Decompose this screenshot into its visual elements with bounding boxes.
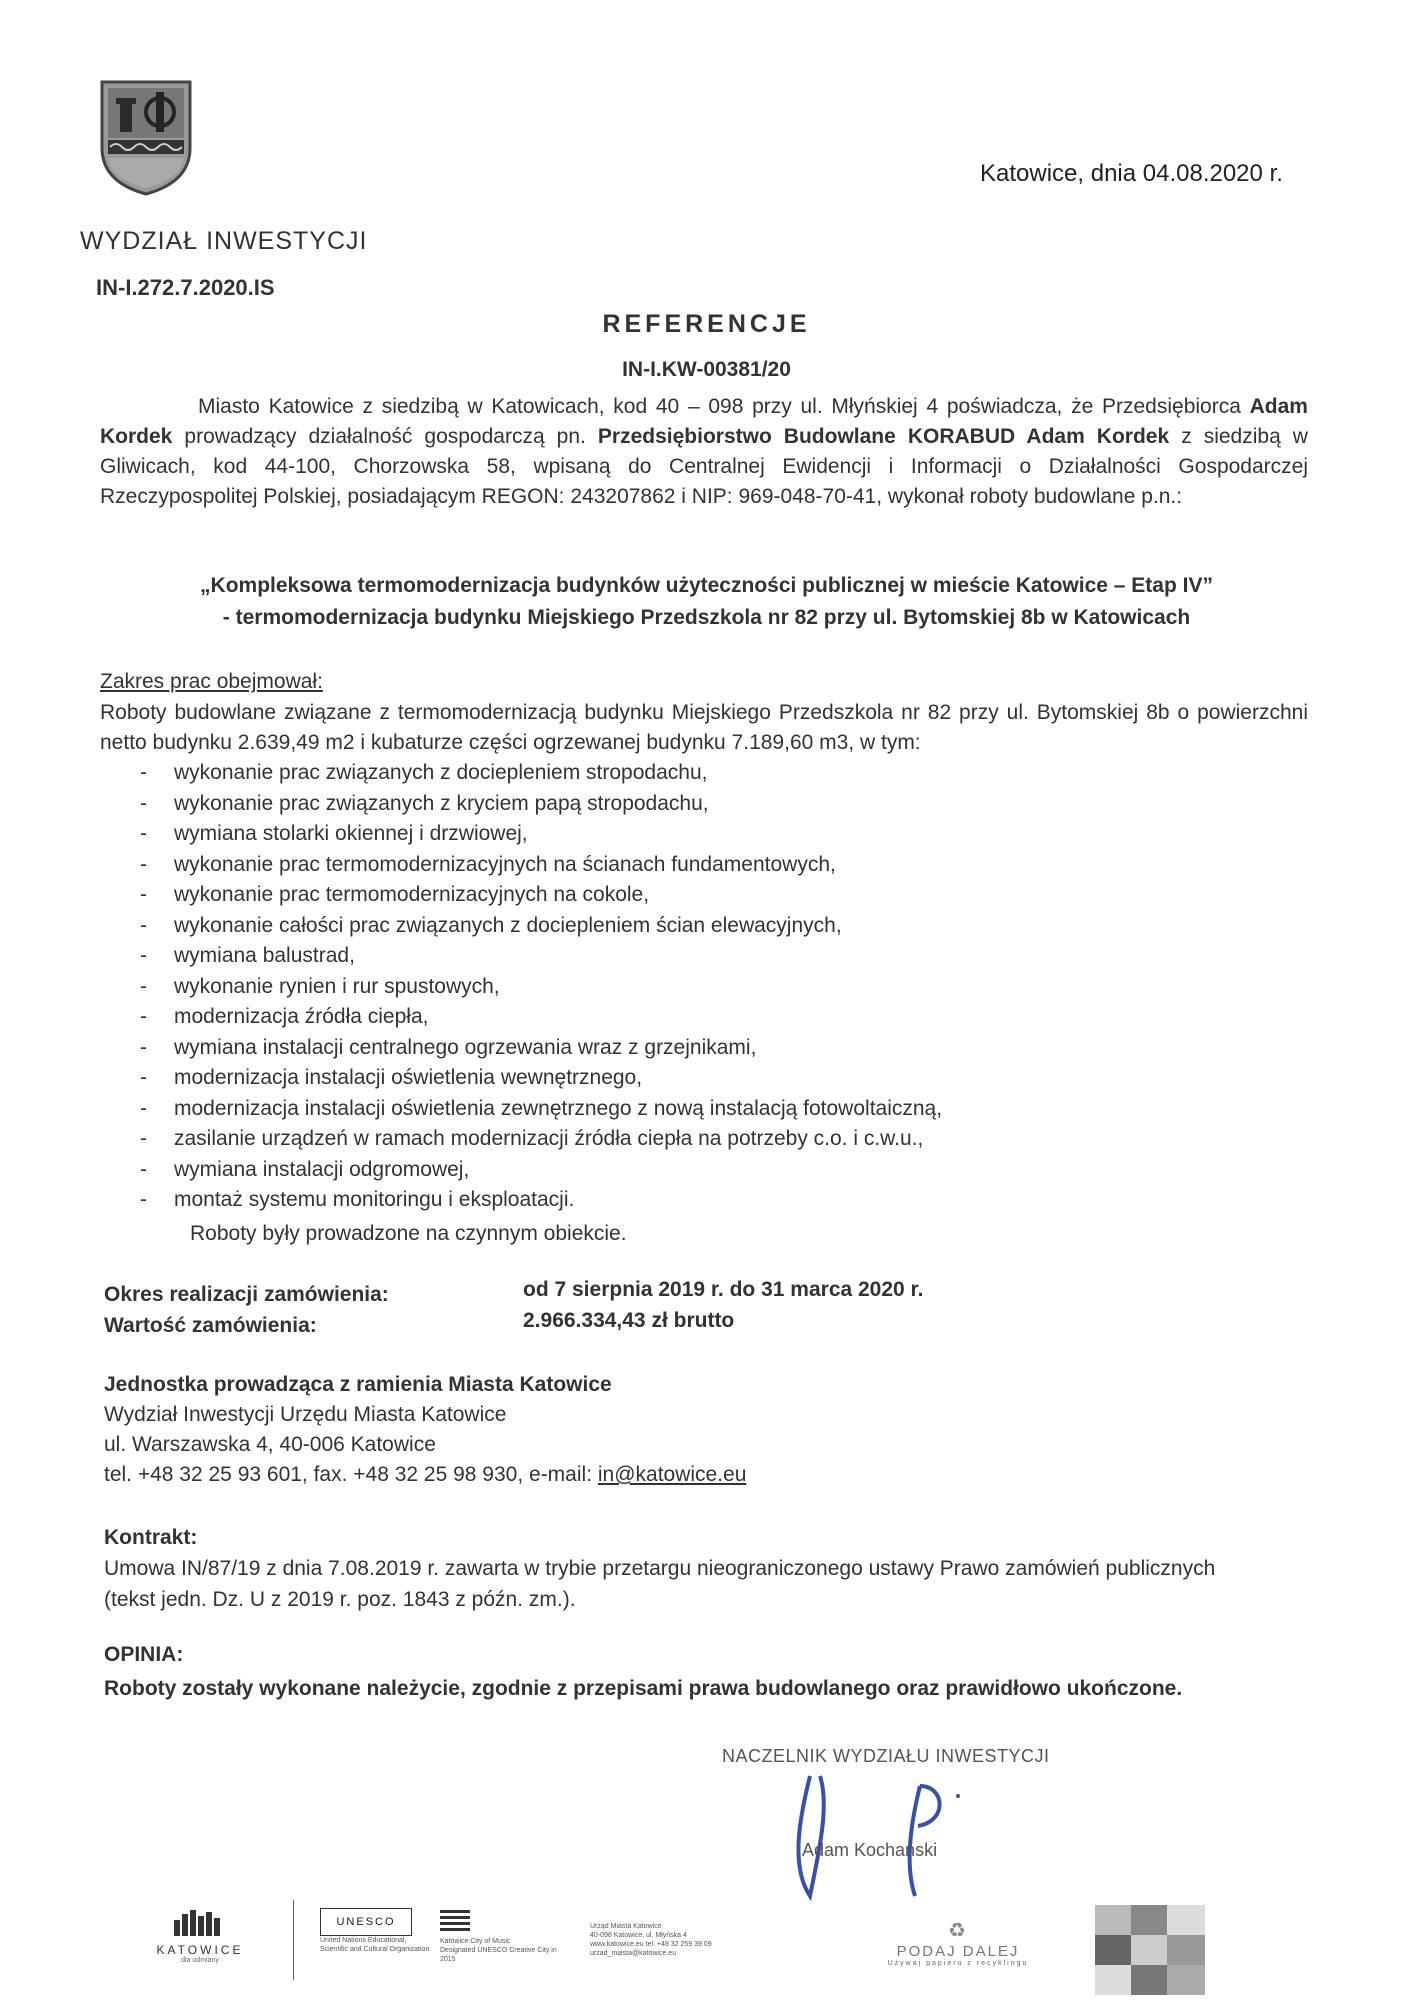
document-title: REFERENCJE xyxy=(602,310,811,338)
list-item: - wymiana instalacji centralnego ogrzewania wraz z grzejnikami, xyxy=(140,1033,942,1064)
office-name: Urząd Miasta Katowice xyxy=(590,1923,662,1930)
document-date: Katowice, dnia 04.08.2020 r. xyxy=(980,160,1283,187)
contract-heading: Kontrakt: xyxy=(104,1526,198,1549)
podaj-dalej-sub: Używaj papieru z recyklingu xyxy=(887,1960,1029,1967)
list-item: - wymiana balustrad, xyxy=(140,941,942,972)
opinion-block xyxy=(104,1638,1182,1706)
music-city-logo xyxy=(440,1908,560,1964)
scope-list xyxy=(140,758,942,1216)
office-email: urzad_miasta@katowice.eu xyxy=(590,1950,677,1957)
unesco-logo xyxy=(320,1908,430,1954)
list-item: - wymiana instalacji odgromowej, xyxy=(140,1155,942,1186)
list-item: - montaż systemu monitoringu i eksploatacji. xyxy=(140,1185,942,1216)
list-item: - modernizacja instalacji oświetlenia wewnętrznego, xyxy=(140,1063,942,1094)
city-crest-icon xyxy=(98,78,194,196)
intro-paragraph xyxy=(100,392,1308,512)
unit-address: ul. Warszawska 4, 40-006 Katowice xyxy=(104,1433,436,1456)
period-label: Okres realizacji zamówienia: xyxy=(104,1283,389,1306)
value-label: Wartość zamówienia: xyxy=(104,1314,317,1337)
music-bars-icon xyxy=(440,1908,470,1932)
list-item: - wykonanie prac termomodernizacyjnych na ścianach fundamentowych, xyxy=(140,850,942,881)
contractor-person: Adam Kordek xyxy=(100,395,1308,448)
pattern-graphic-icon xyxy=(1095,1905,1205,1995)
list-item: - wykonanie całości prac związanych z dociepleniem ścian elewacyjnych, xyxy=(140,911,942,942)
project-title xyxy=(0,570,1413,634)
signatory-title: NACZELNIK WYDZIAŁU INWESTYCJI xyxy=(722,1746,1050,1766)
unesco-sub: United Nations Educational, Scientific and Cultural Organization xyxy=(320,1937,430,1953)
list-item: - wykonanie prac związanych z dociepleniem stropodachu, xyxy=(140,758,942,789)
unit-contact-text: tel. +48 32 25 93 601, fax. +48 32 25 98 930, e-mail: xyxy=(104,1463,598,1486)
intro-line-2: prowadzący działalność gospodarczą pn. xyxy=(184,425,586,448)
podaj-dalej-text: PODAJ DALEJ xyxy=(896,1943,1020,1960)
music-city-sub: Designated UNESCO Creative City in 2015 xyxy=(440,1947,557,1963)
department-name: WYDZIAŁ INWESTYCJI xyxy=(80,227,368,255)
list-item: - zasilanie urządzeń w ramach modernizacji źródła ciepła na potrzeby c.o. i c.w.u., xyxy=(140,1124,942,1155)
unesco-box: UNESCO xyxy=(320,1908,412,1936)
period-value: od 7 sierpnia 2019 r. do 31 marca 2020 r. xyxy=(523,1278,924,1301)
handwritten-signature-icon xyxy=(770,1756,990,1906)
opinion-heading: OPINIA: xyxy=(104,1643,184,1666)
list-item: - wykonanie prac termomodernizacyjnych na cokole, xyxy=(140,880,942,911)
scope-description: Roboty budowlane związane z termomodernizacją budynku Miejskiego Przedszkola nr 82 przy ul. Bytomskiej 8b o powierzchni netto budynku 2.639,49 m2 i kubaturze części ogrzewanej budynku 7.189,60 m3, w tym: xyxy=(100,701,1308,754)
list-item: - wykonanie rynien i rur spustowych, xyxy=(140,972,942,1003)
project-title-line-1: „Kompleksowa termomodernizacja budynków użyteczności publicznej w mieście Katowice – Etap IV” xyxy=(200,574,1213,597)
music-city-text: Katowice City of Music xyxy=(440,1938,511,1945)
scope-heading: Zakres prac obejmował: xyxy=(100,670,323,693)
list-item: - modernizacja instalacji oświetlenia zewnętrznego z nową instalacją fotowoltaiczną, xyxy=(140,1094,942,1125)
list-item: - wykonanie prac związanych z kryciem papą stropodachu, xyxy=(140,789,942,820)
contract-line-2: (tekst jedn. Dz. U z 2019 r. poz. 1843 z późn. zm.). xyxy=(104,1588,576,1611)
list-item: - wymiana stolarki okiennej i drzwiowej, xyxy=(140,819,942,850)
intro-line-1: Miasto Katowice z siedzibą w Katowicach, kod 40 – 098 przy ul. Młyńskiej 4 poświadcza, że Przedsiębiorca xyxy=(198,395,1241,418)
office-address: 40-098 Katowice, ul. Młyńska 4 xyxy=(590,1932,687,1939)
katowice-logo-sub: dla odmiany xyxy=(181,1957,219,1964)
office-web: www.katowice.eu tel. +48 32 259 39 09 xyxy=(590,1941,712,1948)
contract-block xyxy=(104,1522,1319,1615)
katowice-logo-text: KATOWICE xyxy=(156,1943,244,1957)
contractor-company: Przedsiębiorstwo Budowlane KORABUD Adam Kordek xyxy=(597,425,1170,448)
list-item: - modernizacja źródła ciepła, xyxy=(140,1002,942,1033)
opinion-text: Roboty zostały wykonane należycie, zgodnie z przepisami prawa budowlanego oraz prawidłowo ukończone. xyxy=(104,1677,1183,1700)
contract-line-1: Umowa IN/87/19 z dnia 7.08.2019 r. zawarta w trybie przetargu nieograniczonego ustawy Prawo zamówień publicznych xyxy=(104,1557,1216,1580)
value-amount: 2.966.334,43 zł brutto xyxy=(523,1309,735,1332)
project-title-line-2: - termomodernizacja budynku Miejskiego Przedszkola nr 82 przy ul. Bytomskiej 8b w Katowicach xyxy=(222,606,1191,629)
unit-contact xyxy=(104,1460,746,1490)
intro-line-3: z siedzibą w Gliwicach, kod 44-100, Chorzowska 58, wpisaną do Centralnej Ewidencji i Informacji o Działalności Gospodarczej Rzeczypospolitej Polskiej, posiadającym REGON: 243207862 i NIP: 969-048-70-41, wykonał roboty budowlane p.n.: xyxy=(100,425,1308,508)
signatory-name: Adam Kochański xyxy=(802,1840,938,1860)
unit-name: Wydział Inwestycji Urzędu Miasta Katowice xyxy=(104,1403,507,1426)
footer-divider xyxy=(293,1900,294,1980)
office-address-block xyxy=(590,1922,850,1958)
reference-number: IN-I.272.7.2020.IS xyxy=(96,275,275,300)
unit-heading: Jednostka prowadząca z ramienia Miasta Katowice xyxy=(104,1373,612,1396)
scope-note: Roboty były prowadzone na czynnym obiekcie. xyxy=(190,1222,627,1245)
katowice-logo-icon xyxy=(170,1908,230,1938)
katowice-logo xyxy=(140,1908,260,1964)
unit-block xyxy=(104,1370,746,1490)
recycle-icon: ♻ xyxy=(948,1920,968,1942)
podaj-dalej-logo xyxy=(878,1918,1038,1967)
document-title-number: IN-I.KW-00381/20 xyxy=(622,358,791,381)
email-link[interactable]: in@katowice.eu xyxy=(597,1463,747,1486)
